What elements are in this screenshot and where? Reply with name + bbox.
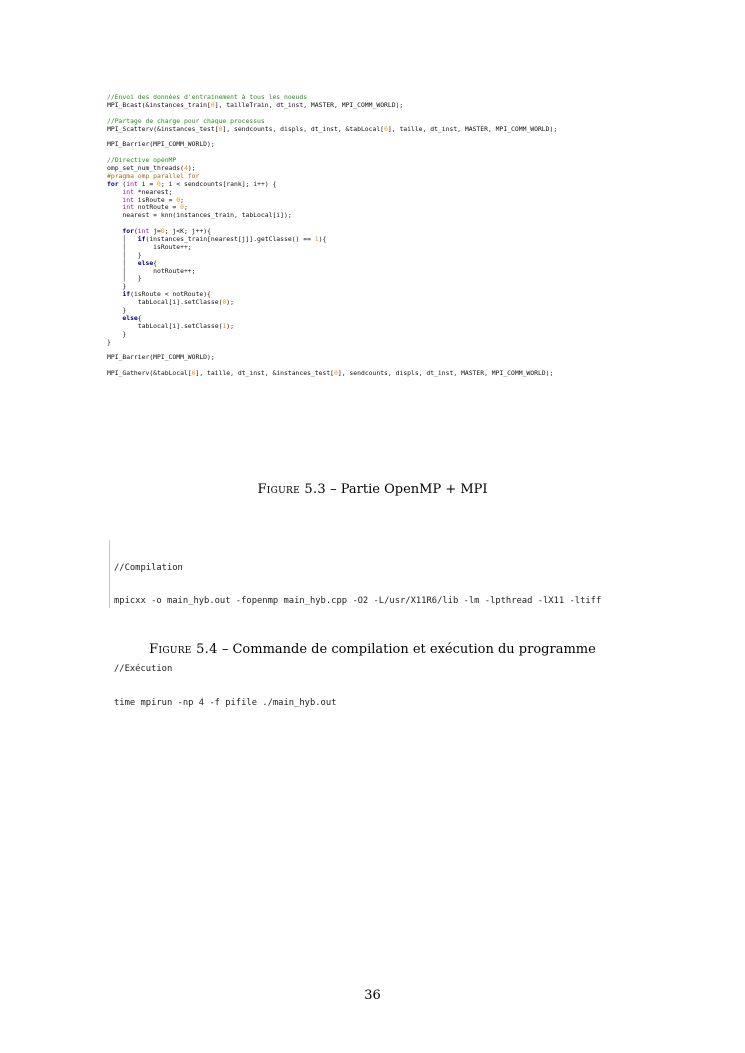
code-token xyxy=(107,188,122,196)
code-line xyxy=(107,299,557,307)
code-token: │ xyxy=(107,235,138,244)
code-token: MPI_Barrier(MPI_COMM_WORLD); xyxy=(107,140,215,149)
code-line xyxy=(107,331,557,339)
code-token: } xyxy=(107,282,127,291)
code-token: ; xyxy=(180,195,184,204)
code-token: 0 xyxy=(191,369,196,378)
code-token: int xyxy=(137,227,150,236)
code-token: MPI_Barrier(MPI_COMM_WORLD); xyxy=(107,353,215,362)
console-line: mpicxx -o main_hyb.out -fopenmp main_hyb.cpp -O2 -L/usr/X11R6/lib -lm -lpthread -lX11 -ltiff xyxy=(114,596,602,607)
code-token: ; xyxy=(183,203,188,212)
code-token: isRoute = xyxy=(133,195,177,204)
code-token: │ } xyxy=(107,250,142,259)
code-token: i = xyxy=(137,179,158,188)
code-line xyxy=(107,354,557,362)
code-line xyxy=(107,323,557,331)
code-token: if xyxy=(122,290,131,299)
code-token: //Directive openMP xyxy=(107,156,177,165)
figure-5-3-label: Figure 5.3 xyxy=(257,482,326,497)
code-token: //Envoi des données d'entrainement à tous les noeuds xyxy=(107,93,308,101)
code-token: } xyxy=(107,329,127,338)
figure-5-3-separator: – xyxy=(330,482,337,497)
figure-5-4-label: Figure 5.4 xyxy=(149,642,218,657)
code-token: 0 xyxy=(222,298,227,307)
code-token: │ notRoute++; xyxy=(107,266,196,275)
code-token: } xyxy=(107,306,127,315)
code-token: (instances_train[nearest[j]].getClasse() == xyxy=(145,235,315,244)
code-token: 0 xyxy=(218,124,223,133)
code-token: ], sendcounts, displs, dt_inst, MASTER, MPI_COMM_WORLD); xyxy=(337,369,554,378)
code-token: 4 xyxy=(183,164,188,173)
code-line xyxy=(107,307,557,315)
code-token: ){ xyxy=(318,235,327,244)
code-token: ); xyxy=(187,164,196,173)
code-token: 1 xyxy=(222,321,227,330)
code-line xyxy=(107,126,557,134)
code-token: int xyxy=(122,203,134,212)
code-token: 1 xyxy=(314,235,319,244)
code-token: 0 xyxy=(210,100,215,109)
code-token: //Partage de charge pour chaque processus xyxy=(107,116,265,125)
code-token: ], sendcounts, displs, dt_inst, &tabLocal[ xyxy=(222,124,385,133)
code-token: else xyxy=(122,313,138,322)
code-token: int xyxy=(122,195,134,204)
code-token: for xyxy=(122,227,134,236)
code-token: 0 xyxy=(157,179,161,188)
code-token: { xyxy=(137,313,142,322)
code-token: ); xyxy=(226,321,234,330)
figure-5-3-text: Partie OpenMP + MPI xyxy=(340,482,488,497)
console-line xyxy=(114,630,674,641)
code-token: 0 xyxy=(160,227,165,236)
code-token: ], tailleTrain, dt_inst, MASTER, MPI_COMM_WORLD); xyxy=(214,100,404,109)
code-token xyxy=(107,314,122,322)
code-token: j= xyxy=(149,227,161,236)
code-token: ; j<K; j++){ xyxy=(164,227,211,236)
code-token: ); xyxy=(226,298,234,307)
code-token: } xyxy=(107,337,111,346)
code-token: │ } xyxy=(107,274,142,283)
code-token: if xyxy=(137,235,146,244)
code-token: tabLocal[i].setClasse( xyxy=(107,298,223,307)
code-token: (isRoute < notRoute){ xyxy=(130,290,211,299)
code-token: ; i < sendcounts[rank]; i++) { xyxy=(160,179,277,188)
code-token: MPI_Bcast(&instances_train[ xyxy=(107,100,211,109)
code-token: ( xyxy=(133,227,138,236)
code-token xyxy=(107,227,122,235)
code-line xyxy=(107,212,557,220)
code-token: tabLocal[i].setClasse( xyxy=(107,321,223,330)
console-line: //Exécution xyxy=(114,664,173,675)
code-token: #pragma omp parallel for xyxy=(107,171,200,180)
code-token: 0 xyxy=(180,203,184,212)
code-listing-openmp-mpi xyxy=(107,94,557,378)
code-token: ], taille, dt_inst, &instances_test[ xyxy=(195,369,335,378)
code-token: omp_set_num_threads( xyxy=(107,164,184,173)
console-line: time mpirun -np 4 -f pifile ./main_hyb.out xyxy=(114,698,337,709)
code-token: MPI_Scatterv(&instances_test[ xyxy=(107,124,219,133)
figure-5-4-caption xyxy=(0,642,745,657)
code-token: else xyxy=(137,258,154,267)
code-line xyxy=(107,275,557,283)
code-line xyxy=(107,244,557,252)
console-line: //Compilation xyxy=(114,562,183,573)
code-line xyxy=(107,339,557,347)
code-token: 0 xyxy=(384,124,388,133)
code-token: │ isRoute++; xyxy=(107,242,192,251)
code-line xyxy=(107,370,557,378)
code-token: notRoute = xyxy=(133,203,181,212)
code-line xyxy=(107,252,557,260)
code-token: MPI_Gatherv(&tabLocal[ xyxy=(107,369,192,378)
figure-5-4-text: Commande de compilation et exécution du programme xyxy=(232,642,596,657)
code-token: int xyxy=(126,179,138,188)
code-token: for xyxy=(107,179,119,188)
code-line xyxy=(107,181,557,189)
code-line xyxy=(107,268,557,276)
page-number: 36 xyxy=(364,988,381,1003)
code-line xyxy=(107,102,557,110)
code-token: nearest = knn(instances_train, tabLocal[i]); xyxy=(107,211,292,220)
code-token: ], taille, dt_inst, MASTER, MPI_COMM_WORLD); xyxy=(387,124,558,133)
figure-5-3-caption xyxy=(0,482,745,497)
figure-5-4-separator: – xyxy=(221,642,229,657)
code-token: int xyxy=(122,187,134,196)
code-token xyxy=(107,290,122,298)
code-token: │ xyxy=(107,258,138,267)
code-token xyxy=(107,203,122,211)
code-token: ( xyxy=(118,179,127,188)
code-token: 0 xyxy=(176,195,181,204)
code-line xyxy=(107,141,557,149)
code-token: 0 xyxy=(334,369,338,378)
code-token xyxy=(107,196,122,204)
code-token: { xyxy=(153,258,158,267)
code-token: *nearest; xyxy=(133,187,173,196)
